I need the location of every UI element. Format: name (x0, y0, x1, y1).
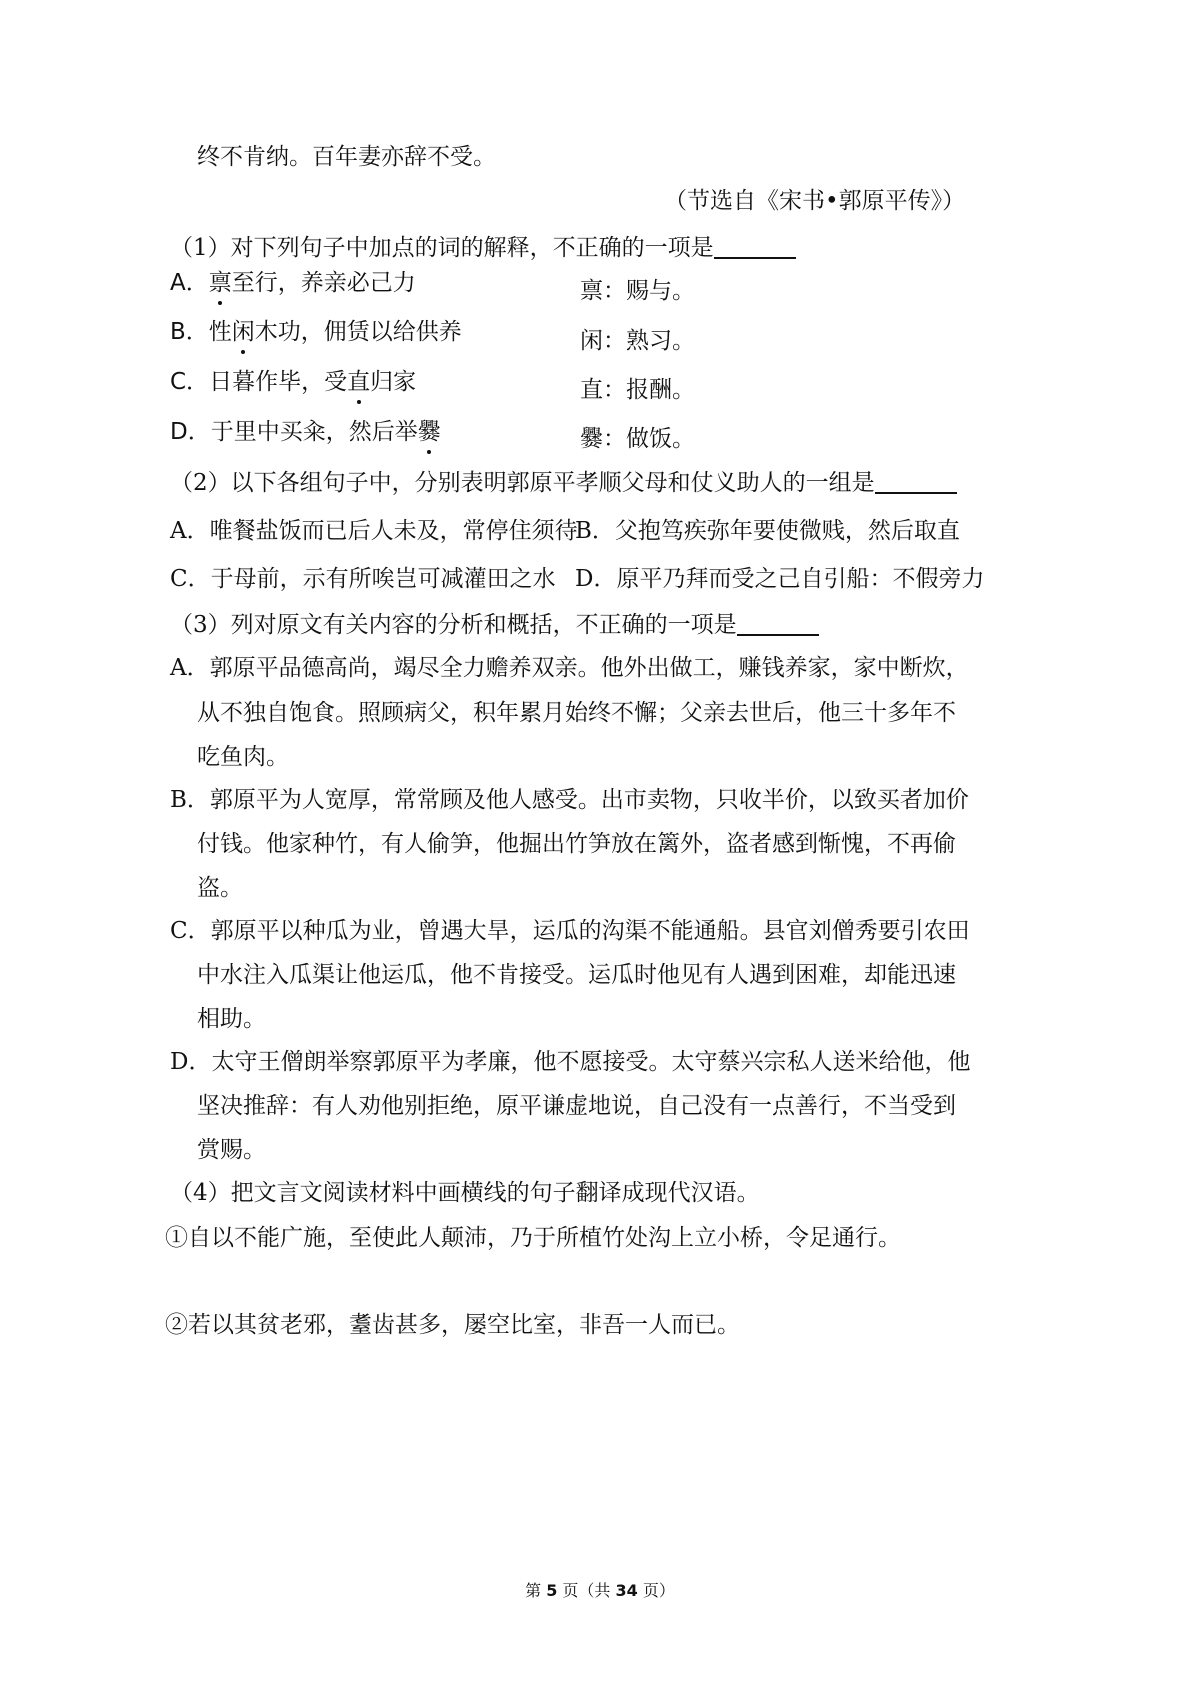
q1-option-a-explanation: 禀：赐与。 (580, 278, 695, 304)
q3-option-b-line2: 付钱。他家种竹，有人偷笋，他掘出竹笋放在篱外，盗者感到惭愧，不再偷 (197, 831, 956, 857)
answer-blank[interactable] (737, 610, 819, 636)
source-citation: （节选自《宋书•郭原平传》） (664, 188, 966, 214)
page-footer: 第 5 页（共 34 页） (525, 1581, 675, 1600)
q1-option-c[interactable]: C．日暮作毕，受直归家 (170, 366, 416, 398)
q3-option-c-line1[interactable]: C．郭原平以种瓜为业，曾遇大旱，运瓜的沟渠不能通船。县官刘僧秀要引农田 (170, 918, 970, 944)
q3-option-a-line2: 从不独自饱食。照顾病父，积年累月始终不懈；父亲去世后，他三十多年不 (197, 700, 956, 726)
q2-stem: （2）以下各组句子中，分别表明郭原平孝顺父母和仗义助人的一组是 (170, 467, 957, 499)
dotted-char: 禀 (209, 267, 232, 299)
q1-option-a[interactable]: A．禀至行，养亲必己力 (170, 267, 416, 299)
answer-blank[interactable] (714, 233, 796, 259)
dotted-char: 直 (347, 366, 370, 398)
dotted-char: 闲 (232, 316, 255, 348)
q4-sentence-1: ①自以不能广施，至使此人颠沛，乃于所植竹处沟上立小桥，令足通行。 (165, 1225, 901, 1251)
q2-option-d[interactable]: D．原平乃拜而受之己自引船：不假旁力 (575, 566, 985, 592)
q1-option-c-explanation: 直：报酬。 (580, 377, 695, 403)
q1-option-b[interactable]: B．性闲木功，佣赁以给供养 (170, 316, 462, 348)
q3-option-a-line3: 吃鱼肉。 (197, 744, 289, 770)
page-number: 5 (546, 1581, 558, 1600)
q1-option-d[interactable]: D．于里中买籴，然后举爨 (170, 416, 441, 448)
q3-option-b-line1[interactable]: B．郭原平为人宽厚，常常顾及他人感受。出市卖物，只收半价，以致买者加价 (170, 787, 969, 813)
q3-stem: （3）列对原文有关内容的分析和概括，不正确的一项是 (170, 609, 819, 641)
q4-stem: （4）把文言文阅读材料中画横线的句子翻译成现代汉语。 (170, 1180, 760, 1206)
q3-option-d-line2: 坚决推辞：有人劝他别拒绝，原平谦虚地说，自己没有一点善行，不当受到 (197, 1093, 956, 1119)
q2-option-b[interactable]: B．父抱笃疾弥年要使微贱，然后取直 (575, 518, 960, 544)
total-pages: 34 (615, 1581, 638, 1600)
q3-option-c-line2: 中水注入瓜渠让他运瓜，他不肯接受。运瓜时他见有人遇到困难，却能迅速 (197, 962, 956, 988)
answer-blank[interactable] (875, 468, 957, 494)
q3-option-b-line3: 盗。 (197, 875, 243, 901)
q3-option-d-line3: 赏赐。 (197, 1137, 266, 1163)
q3-option-a-line1[interactable]: A．郭原平品德高尚，竭尽全力赡养双亲。他外出做工，赚钱养家，家中断炊， (170, 655, 969, 681)
q3-option-c-line3: 相助。 (197, 1006, 266, 1032)
q1-stem: （1）对下列句子中加点的词的解释，不正确的一项是 (170, 232, 796, 264)
q3-option-d-line1[interactable]: D．太守王僧朗举察郭原平为孝廉，他不愿接受。太守蔡兴宗私人送米给他，他 (170, 1049, 971, 1075)
q4-sentence-2: ②若以其贫老邪，耋齿甚多，屡空比室，非吾一人而已。 (165, 1312, 740, 1338)
q2-option-c[interactable]: C．于母前，示有所唉岂可减灌田之水 (170, 566, 556, 592)
q1-option-b-explanation: 闲：熟习。 (580, 328, 695, 354)
q2-option-a[interactable]: A．唯餐盐饭而已后人未及，常停住须待 (170, 518, 578, 544)
dotted-char: 爨 (418, 416, 441, 448)
intro-line: 终不肯纳。百年妻亦辞不受。 (197, 144, 496, 170)
q1-option-d-explanation: 爨：做饭。 (580, 426, 695, 452)
